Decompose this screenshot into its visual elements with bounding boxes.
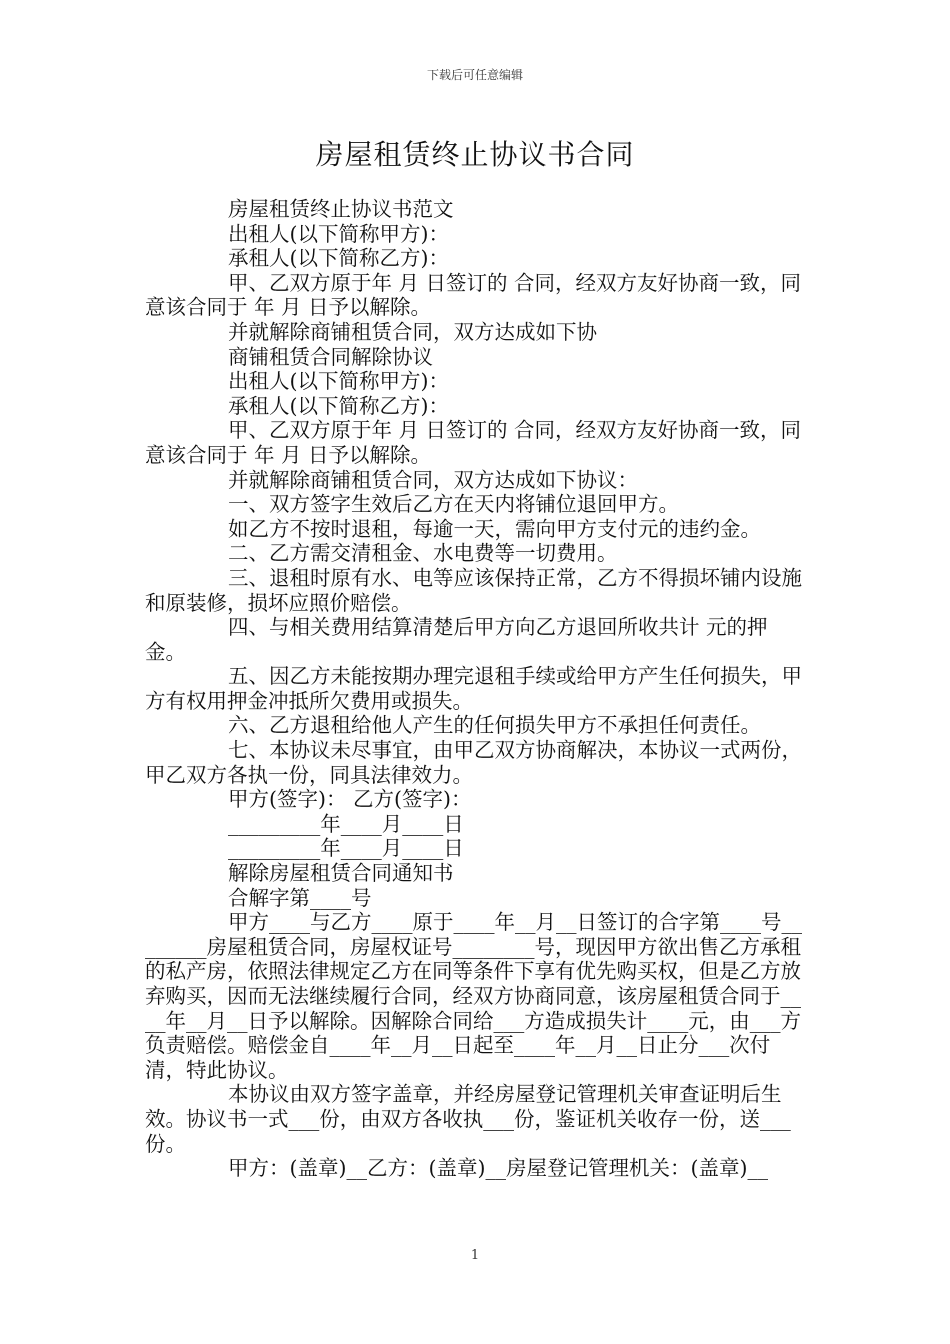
paragraph: 承租人(以下简称乙方)： <box>228 246 449 271</box>
document-body <box>145 197 805 1181</box>
paragraph: 甲、乙双方原于年 月 日签订的 合同，经双方友好协商一致，同意该合同于 年 月 日予以解除。 <box>145 270 802 320</box>
paragraph: 一、双方签字生效后乙方在天内将铺位退回甲方。 <box>228 492 679 517</box>
document-title: 房屋租赁终止协议书合同 <box>315 138 635 171</box>
reference-number: 合解字第____号 <box>228 885 372 910</box>
paragraph: 出租人(以下简称甲方)： <box>228 369 449 394</box>
paragraph: 甲、乙双方原于年 月 日签订的 合同，经双方友好协商一致，同意该合同于 年 月 日予以解除。 <box>145 418 802 467</box>
paragraph: 如乙方不按时退租，每逾一天，需向甲方支付元的违约金。 <box>228 516 761 541</box>
paragraph: 五、因乙方未能按期办理完退租手续或给甲方产生任何损失，甲方有权用押金冲抵所欠费用或损失。 <box>145 664 802 713</box>
paragraph: 房屋租赁终止协议书范文 <box>228 197 454 221</box>
paragraph: 本协议由双方签字盖章，并经房屋登记管理机关审查证明后生效。协议书一式___份，由双方各收执___份，鉴证机关收存一份，送___份。 <box>145 1082 791 1156</box>
paragraph: 四、与相关费用结算清楚后甲方向乙方退回所收共计 元的押金。 <box>145 615 768 664</box>
date-line: _________年____月____日 <box>228 836 464 861</box>
paragraph: 二、乙方需交清租金、水电费等一切费用。 <box>228 541 618 566</box>
paragraph: 三、退租时原有水、电等应该保持正常，乙方不得损坏铺内设施和原装修，损坏应照价赔偿。 <box>145 565 802 615</box>
paragraph: 并就解除商铺租赁合同，双方达成如下协议： <box>228 467 638 492</box>
page-number: 1 <box>470 1248 480 1263</box>
paragraph: 承租人(以下简称乙方)： <box>228 393 449 418</box>
paragraph: 并就解除商铺租赁合同，双方达成如下协 <box>228 319 597 344</box>
seal-line: 甲方：(盖章)__乙方：(盖章)__房屋登记管理机关：(盖章)__ <box>228 1156 768 1181</box>
paragraph: 商铺租赁合同解除协议 <box>228 344 433 369</box>
paragraph: 出租人(以下简称甲方)： <box>228 221 449 246</box>
paragraph: 七、本协议未尽事宜，由甲乙双方协商解决，本协议一式两份，甲乙双方各执一份，同具法律效力。 <box>145 738 802 787</box>
section-heading: 解除房屋租赁合同通知书 <box>228 861 454 886</box>
paragraph: 甲方____与乙方____原于____年__月__日签订的合字第____号________房屋租赁合同，房屋权证号________号，现因甲方欲出售乙方承租的私产房，依照法律规定乙方在同等条件下享有优先购买权，但是乙方放弃购买，因而无法继续履行合同，经双方协商同意，该房屋租赁合同于____年__月__日予以解除。因解除合同给___方造成损失计____元，由___方负责赔偿。赔偿金自____年__月__日起至____年__月__日止分___次付清，特此协议。 <box>145 910 802 1082</box>
paragraph: 六、乙方退租给他人产生的任何损失甲方不承担任何责任。 <box>228 713 761 738</box>
signature-line: 甲方(签字)： 乙方(签字)： <box>228 787 472 812</box>
date-line: _________年____月____日 <box>228 811 464 836</box>
header-note: 下载后可任意编辑 <box>426 68 523 82</box>
